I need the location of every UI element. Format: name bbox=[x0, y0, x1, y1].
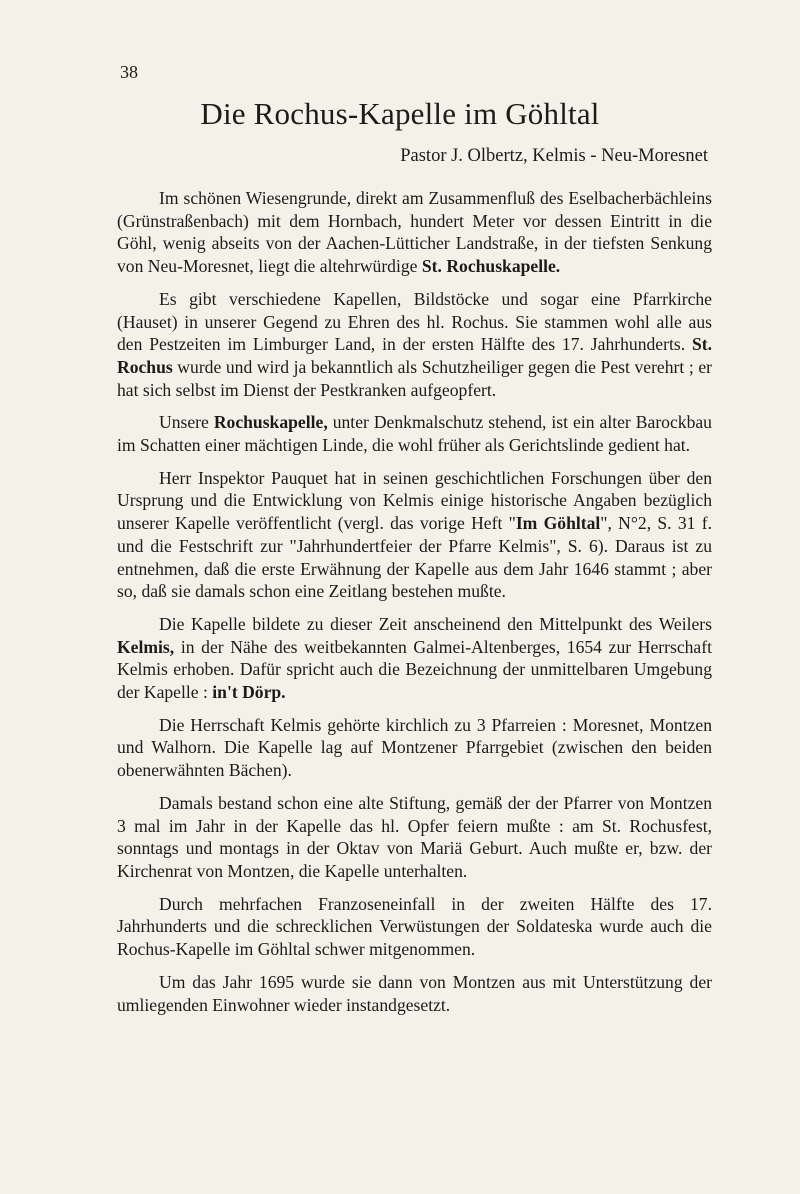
text-segment: Es gibt verschiedene Kapellen, Bildstöcke und sogar eine Pfarrkirche (Hauset) in unserer Gegend zu Ehren des hl. Rochus. Sie stammen wohl alle aus den Pestzeiten im Limburger Land, in der ersten Hälfte des 17. Jahrhunderts. bbox=[117, 288, 712, 355]
text-segment: Die Kapelle bildete zu dieser Zeit anscheinend den Mittelpunkt des Weilers bbox=[159, 613, 712, 634]
article-body bbox=[117, 187, 712, 1026]
article-title: Die Rochus-Kapelle im Göhltal bbox=[200, 96, 600, 131]
bold-text-segment: Rochuskapelle, bbox=[213, 412, 328, 433]
paragraph bbox=[117, 288, 712, 402]
paragraph bbox=[117, 613, 712, 704]
text-segment: Im schönen Wiesengrunde, direkt am Zusammenfluß des Eselbacherbächleins (Grünstraßenbach) mit dem Hornbach, hundert Meter vor dessen Eintritt in die Göhl, wenig abseits von der Aachen-Lütticher Landstraße, in der tiefsten Senkung von Neu-Moresnet, liegt die altehrwürdige bbox=[117, 188, 712, 277]
paragraph bbox=[117, 714, 712, 782]
bold-text-segment: Kelmis, bbox=[117, 636, 175, 657]
text-segment: Herr Inspektor Pauquet hat in seinen geschichtlichen Forschungen über den Ursprung und die Entwicklung von Kelmis einige historische Angaben bezüglich unserer Kapelle veröffentlicht (vergl. das vorige Heft " bbox=[117, 467, 712, 534]
text-segment: Damals bestand schon eine alte Stiftung, gemäß der der Pfarrer von Montzen 3 mal im Jahr in der Kapelle das hl. Opfer feiern mußte : am St. Rochusfest, sonntags und montags in der Oktav von Mariä Geburt. Auch mußte er, bzw. der Kirchenrat von Montzen, die Kapelle unterhalten. bbox=[117, 792, 712, 881]
paragraph bbox=[117, 411, 712, 456]
text-segment: Unsere bbox=[159, 412, 214, 433]
paragraph bbox=[117, 187, 712, 278]
text-segment: Durch mehrfachen Franzoseneinfall in der zweiten Hälfte des 17. Jahrhunderts und die schrecklichen Verwüstungen der Soldateska wurde auch die Rochus-Kapelle im Göhltal schwer mitgenommen. bbox=[117, 893, 712, 960]
text-segment: ", N°2, S. 31 f. und die Festschrift zur "Jahrhundertfeier der Pfarre Kelmis", S. 6). Daraus ist zu entnehmen, daß die erste Erwähnung der Kapelle aus dem Jahr 1646 stammt ; aber so, daß sie damals schon eine Zeitlang bestehen mußte. bbox=[117, 513, 712, 602]
text-segment: unter Denkmalschutz stehend, ist ein alter Barockbau im Schatten einer mächtigen Linde, die wohl früher als Gerichtslinde gedient hat. bbox=[117, 412, 712, 456]
bold-text-segment: St. Rochuskapelle. bbox=[421, 256, 561, 277]
text-segment: Die Herrschaft Kelmis gehörte kirchlich zu 3 Pfarreien : Moresnet, Montzen und Walhorn. Die Kapelle lag auf Montzener Pfarrgebiet (zwischen den beiden obenerwähnten Bächen). bbox=[117, 714, 712, 781]
bold-text-segment: Im Göhltal bbox=[515, 513, 601, 534]
paragraph bbox=[117, 971, 712, 1016]
article-author: Pastor J. Olbertz, Kelmis - Neu-Moresnet bbox=[400, 146, 708, 166]
text-segment: in der Nähe des weitbekannten Galmei-Altenberges, 1654 zur Herrschaft Kelmis erhoben. Dafür spricht auch die Bezeichnung der unmittelbaren Umgebung der Kapelle : bbox=[117, 636, 712, 703]
text-segment: Um das Jahr 1695 wurde sie dann von Montzen aus mit Unterstützung der umliegenden Einwohner wieder instandgesetzt. bbox=[117, 971, 712, 1015]
paragraph bbox=[117, 893, 712, 961]
page-number: 38 bbox=[120, 62, 138, 82]
paragraph bbox=[117, 467, 712, 603]
text-segment: wurde und wird ja bekanntlich als Schutzheiliger gegen die Pest verehrt ; er hat sich selbst im Dienst der Pestkranken aufgeopfert. bbox=[117, 356, 712, 400]
bold-text-segment: St. Rochus bbox=[117, 334, 712, 377]
paragraph bbox=[117, 792, 712, 883]
bold-text-segment: in't Dörp. bbox=[212, 682, 286, 703]
